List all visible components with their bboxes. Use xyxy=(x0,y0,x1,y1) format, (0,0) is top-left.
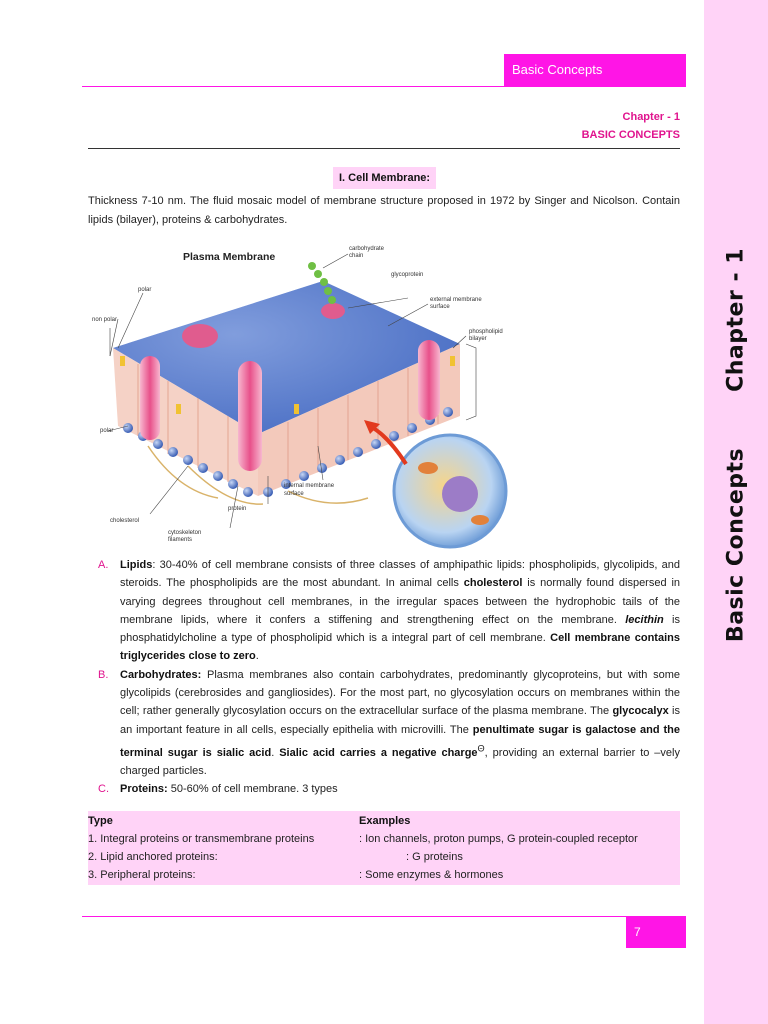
text-run: . xyxy=(255,650,259,663)
content-list xyxy=(98,556,680,799)
plasma-membrane-illustration xyxy=(88,236,520,550)
protein-right xyxy=(418,340,440,420)
cell-examples: : Some enzymes & hormones xyxy=(359,869,504,881)
plasma-membrane-figure xyxy=(88,236,520,550)
header-rule xyxy=(82,86,686,87)
text-run: Lipids xyxy=(120,559,153,571)
list-item-carbohydrates xyxy=(98,666,680,780)
label-nonpolar: non polar xyxy=(92,317,118,323)
cell-type: 3. Peripheral proteins: xyxy=(88,869,196,881)
label-cytoskeleton-2: filaments xyxy=(168,537,193,543)
text-run: glycocalyx xyxy=(612,705,669,718)
text-run: is an important feature in all cells, especially epithelia with microvilli. The xyxy=(120,705,680,736)
list-marker: A. xyxy=(98,559,109,571)
chapter-number: Chapter - 1 xyxy=(622,111,680,123)
text-run: cholesterol xyxy=(463,577,523,590)
header-type: Type xyxy=(88,815,113,827)
cell-examples: : G proteins xyxy=(406,851,463,863)
label-polar-top: polar xyxy=(138,287,152,293)
text-run: penultimate sugar is galactose and the terminal sugar is sialic acid xyxy=(120,723,680,759)
text-run: . xyxy=(271,746,280,759)
protein-center xyxy=(238,361,262,471)
section-title: I. Cell Membrane: xyxy=(333,167,436,189)
page-number: 7 xyxy=(626,916,686,948)
text-run: Sialic acid carries a negative charge xyxy=(279,746,478,759)
protein-left xyxy=(140,356,160,440)
label-phospholipid-2: bilayer xyxy=(469,336,487,342)
header-examples: Examples xyxy=(359,815,411,827)
intro-paragraph: Thickness 7-10 nm. The fluid mosaic model of membrane structure proposed in 1972 by Singer and Nicolson. Contain lipids (bilayer), proteins & carbohydrates. xyxy=(88,195,680,226)
table-header xyxy=(88,812,680,830)
glycoprotein-base xyxy=(321,303,345,319)
text-run: lecithin xyxy=(625,613,664,626)
list-item-text xyxy=(120,783,338,795)
label-carbohydrate-1: carbohydrate xyxy=(349,246,385,252)
text-run: is phosphatidylcholine a type of phospholipid which is a integral part of cell membrane. xyxy=(120,613,680,645)
label-glycoprotein: glycoprotein xyxy=(391,272,424,278)
table-row xyxy=(88,866,680,884)
text-run: Cell membrane contains triglycerides close to zero xyxy=(120,632,680,663)
text-run: , providing an external barrier to –vely charged particles. xyxy=(120,746,680,777)
list-item-lipids xyxy=(98,556,680,666)
side-title-right: Chapter - 1 xyxy=(723,247,749,392)
side-title-left: Basic Concepts xyxy=(723,447,749,643)
text-run: Carbohydrates: xyxy=(120,668,202,681)
table-row xyxy=(88,848,680,866)
text-run: Proteins: xyxy=(120,783,168,796)
header-badge: Basic Concepts xyxy=(504,54,686,86)
label-internal-1: internal membrane xyxy=(284,483,335,489)
list-item-text xyxy=(120,669,680,777)
text-run: Θ xyxy=(477,742,485,753)
list-marker: B. xyxy=(98,668,109,681)
list-item-text xyxy=(120,559,680,662)
text-run: Plasma membranes also contain carbohydrates, predominantly glycoproteins, but with some glycolipids (cerebrosides and gangliosides). For the most part, no glycosylation occurs on membranes within the cell; rather generally glycosylation occurs on the extracellular surface of the plasma membrane. The xyxy=(120,668,680,718)
footer-rule xyxy=(82,916,686,917)
cell-examples: : Ion channels, proton pumps, G protein-coupled receptor xyxy=(359,833,638,845)
text-run: 50-60% of cell membrane. 3 types xyxy=(167,783,338,796)
cell-type: 1. Integral proteins or transmembrane proteins xyxy=(88,833,315,845)
label-cholesterol: cholesterol xyxy=(110,518,140,524)
surface-protein xyxy=(182,324,218,348)
label-polar-bottom: polar xyxy=(100,428,114,434)
label-protein: protein xyxy=(228,506,247,512)
text-run: is normally found dispersed in varying degrees throughout cell membranes, in the irregular spaces between the hydrophobic tails of the membrane lipids, where it confers a stiffening and strengthening effect on the membrane. xyxy=(120,577,681,626)
label-cytoskeleton-1: cytoskeleton xyxy=(168,530,202,536)
label-external-1: external membrane xyxy=(430,297,482,303)
label-phospholipid-1: phospholipid xyxy=(469,329,503,335)
table-row xyxy=(88,830,680,848)
label-external-2: surface xyxy=(430,304,450,310)
cell-nucleus xyxy=(442,476,478,512)
protein-types-table xyxy=(88,811,680,885)
cell-type: 2. Lipid anchored proteins: xyxy=(88,851,218,863)
list-marker: C. xyxy=(98,783,109,796)
chapter-name: BASIC CONCEPTS xyxy=(581,129,680,141)
section-rule xyxy=(88,148,680,149)
label-carbohydrate-2: chain xyxy=(349,253,364,259)
figure-title: Plasma Membrane xyxy=(183,251,276,263)
text-run: : 30-40% of cell membrane consists of three classes of amphipathic lipids: phospholipids, glycolipids, and steroids. The phospholipids are the most abundant. In animal cells xyxy=(120,559,680,590)
list-item-proteins xyxy=(98,780,680,798)
label-internal-2: surface xyxy=(284,491,304,497)
